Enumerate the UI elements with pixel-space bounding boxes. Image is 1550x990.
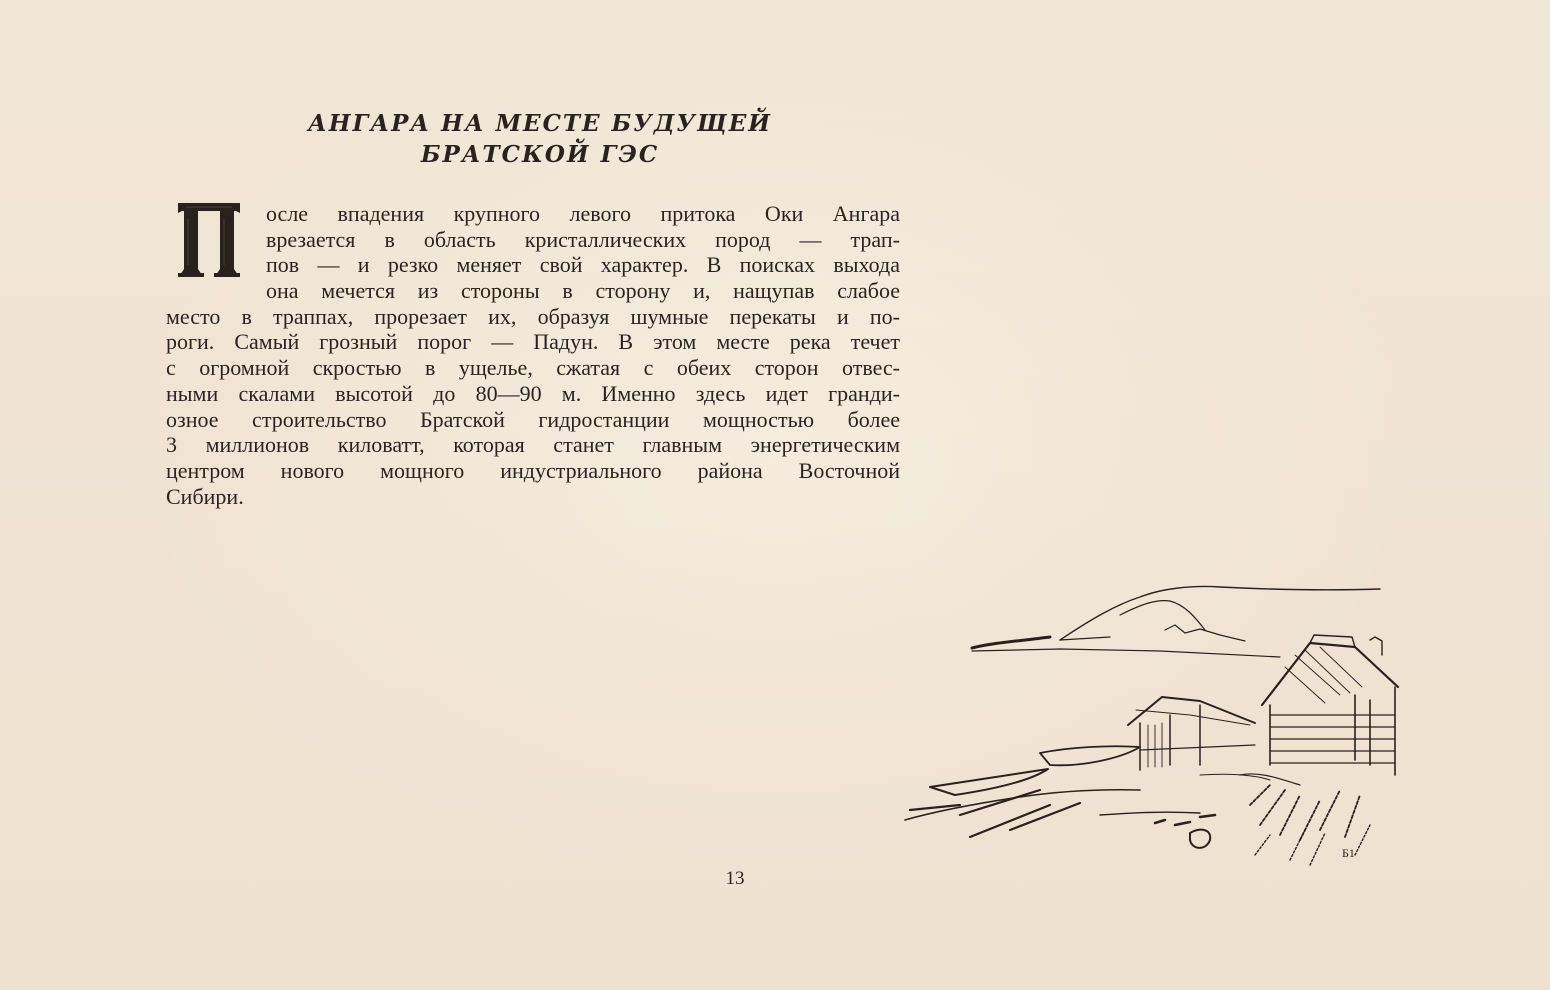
text-line: Сибири. <box>166 483 244 509</box>
text-line: место в траппах, прорезает их, образуя шумные перекаты и по- <box>166 303 900 329</box>
page-number: 13 <box>725 868 745 889</box>
text-line: ными скалами высотой до 80—90 м. Именно здесь идет гранди- <box>166 380 900 406</box>
illustration-signature: Б1 <box>1342 846 1355 860</box>
text-line: она мечется из стороны в сторону и, нащупав слабое <box>266 278 900 304</box>
text-line: осле впадения крупного левого притока Оки Ангара <box>266 201 900 226</box>
text-line: центром нового мощного индустриального района Восточной <box>166 457 900 483</box>
heading-line-2: БРАТСКОЙ ГЭС <box>420 141 660 168</box>
text-line: пов — и резко меняет свой характер. В поисках выхода <box>266 252 900 278</box>
text-line: с огромной скростью в ущелье, сжатая с обеих сторон отвес- <box>166 355 900 381</box>
heading-line-1: АНГАРА НА МЕСТЕ БУДУЩЕЙ <box>308 110 772 137</box>
text-line: роги. Самый грозный порог — Падун. В этом месте река течет <box>166 329 900 355</box>
text-line: врезается в область кристаллических пород — трап- <box>266 226 900 252</box>
text-line: 3 миллионов киловатт, которая станет главным энергетическим <box>166 432 900 458</box>
text-line: озное строительство Братской гидростанции мощностью более <box>166 406 900 432</box>
body-paragraph <box>166 201 900 509</box>
chapter-heading <box>240 108 840 170</box>
village-riverbank-illustration <box>900 575 1420 875</box>
